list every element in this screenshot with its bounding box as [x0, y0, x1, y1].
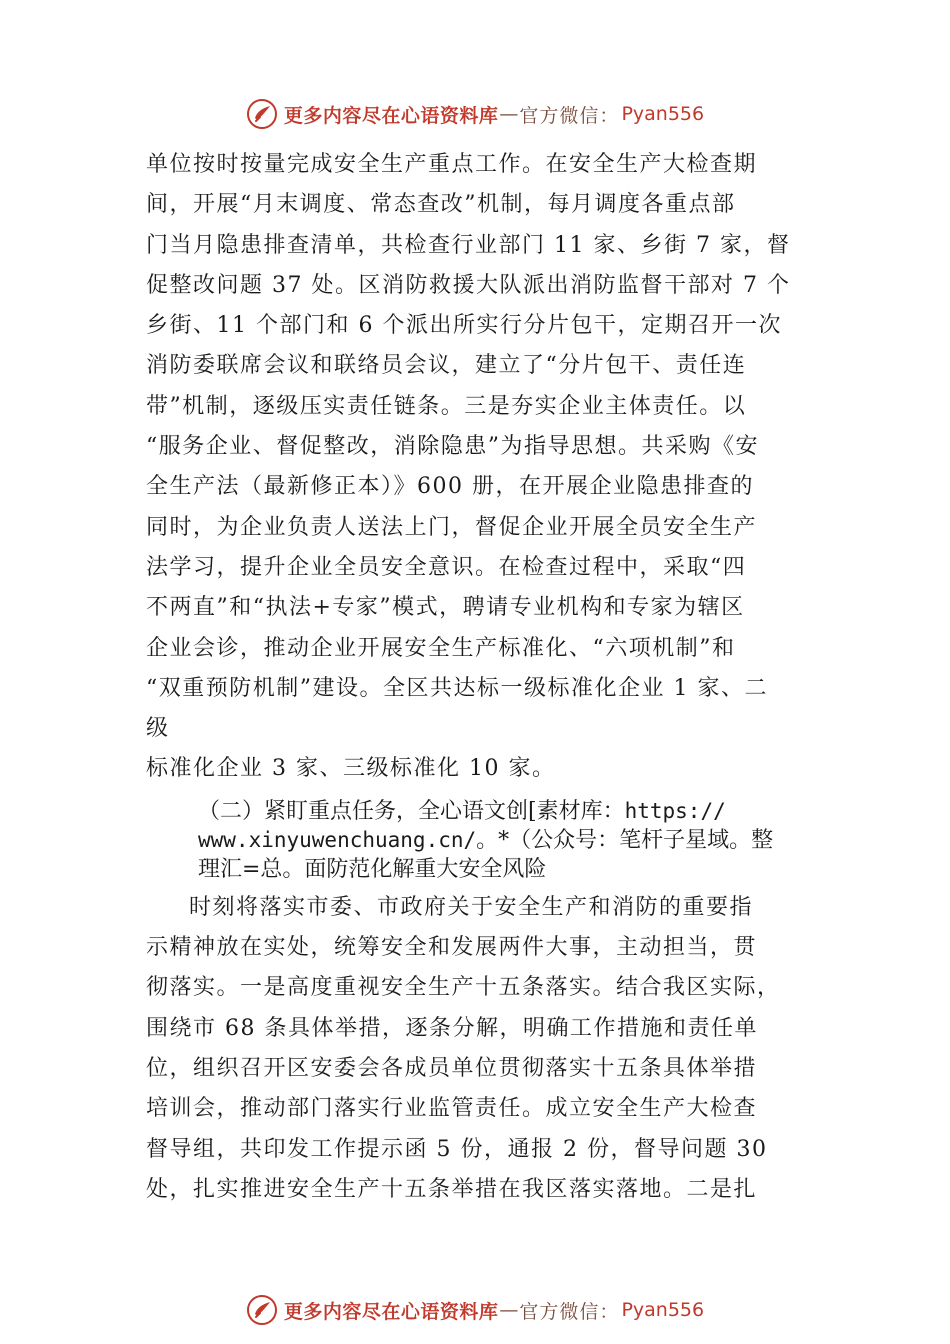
text-line: 门当月隐患排查清单，共检查行业部门 11 家、乡街 7 家，督 [146, 232, 791, 258]
text-line: 位，组织召开区安委会各成员单位贯彻落实十五条具体举措 [146, 1055, 758, 1081]
paragraph-2 [146, 888, 806, 1210]
text-line: 彻落实。一是高度重视安全生产十五条落实。结合我区实际， [146, 975, 781, 1001]
banner-label: 官方微信： [519, 104, 620, 127]
text-line: 处，扎实推进安全生产十五条举措在我区落实落地。二是扎 [146, 1176, 758, 1202]
banner-separator: — [499, 103, 519, 125]
text-line: 消防委联席会议和联络员会议，建立了“分片包干、责任连 [146, 353, 747, 379]
text-line: “服务企业、督促整改，消除隐患”为指导思想。共采购《安 [146, 434, 759, 460]
footer-banner [0, 1290, 950, 1330]
brand-logo-icon [246, 98, 278, 130]
banner-wechat-id: Pyan556 [621, 103, 705, 125]
paragraph-1 [146, 145, 806, 790]
section-heading-2 [146, 797, 806, 884]
text-line: 单位按时按量完成安全生产重点工作。在安全生产大检查期 [146, 152, 758, 177]
text-line: 围绕市 68 条具体举措，逐条分解，明确工作措施和责任单 [146, 1015, 758, 1041]
heading-line [146, 797, 806, 826]
brand-logo-icon [246, 1294, 278, 1326]
header-banner [0, 94, 950, 134]
heading-line: 理汇=总。面防范化解重大安全风险 [198, 856, 547, 882]
heading-line [146, 826, 806, 855]
heading-text: 。*（公众号：笔杆子星域。整 [476, 827, 774, 853]
text-line: 全生产法（最新修正本）》600 册，在开展企业隐患排查的 [146, 474, 754, 500]
banner-wechat-id: Pyan556 [621, 1299, 705, 1321]
text-line: 级 [146, 716, 170, 742]
text-line: 标准化企业 3 家、三级标准化 10 家。 [146, 756, 556, 782]
text-line: 培训会，推动部门落实行业监管责任。成立安全生产大检查 [146, 1096, 758, 1122]
text-line: 督导组，共印发工作提示函 5 份，通报 2 份，督导问题 30 [146, 1136, 768, 1162]
banner-main-text: 更多内容尽在心语资料库 [283, 104, 499, 127]
text-line: “双重预防机制”建设。全区共达标一级标准化企业 1 家、二 [146, 675, 768, 701]
text-line: 同时，为企业负责人送法上门，督促企业开展全员安全生产 [146, 514, 758, 540]
banner-main-text: 更多内容尽在心语资料库 [283, 1300, 499, 1323]
text-line: 时刻将落实市委、市政府关于安全生产和消防的重要指 [189, 894, 754, 920]
text-line: 不两直”和“执法+专家”模式，聘请专业机构和专家为辖区 [146, 595, 745, 621]
heading-text: （二）紧盯重点任务，全心语文创[素材库： [198, 798, 625, 824]
text-line: 促整改问题 37 处。区消防救援大队派出消防监督干部对 7 个 [146, 272, 791, 298]
text-line: 间，开展“月末调度、常态查改”机制，每月调度各重点部 [146, 192, 736, 218]
heading-url-part: https:// [624, 798, 726, 823]
text-line: 企业会诊，推动企业开展安全生产标准化、“六项机制”和 [146, 635, 736, 661]
text-line: 乡街、11 个部门和 6 个派出所实行分片包干，定期召开一次 [146, 313, 782, 339]
text-line: 带”机制，逐级压实责任链条。三是夯实企业主体责任。以 [146, 393, 747, 419]
document-body [146, 145, 806, 1210]
banner-label: 官方微信： [519, 1300, 620, 1323]
heading-url-part: www.xinyuwenchuang.cn/ [198, 827, 477, 852]
text-line: 示精神放在实处，统筹安全和发展两件大事，主动担当，贯 [146, 935, 758, 961]
banner-separator: — [499, 1299, 519, 1321]
text-line: 法学习，提升企业全员安全意识。在检查过程中，采取“四 [146, 554, 747, 580]
